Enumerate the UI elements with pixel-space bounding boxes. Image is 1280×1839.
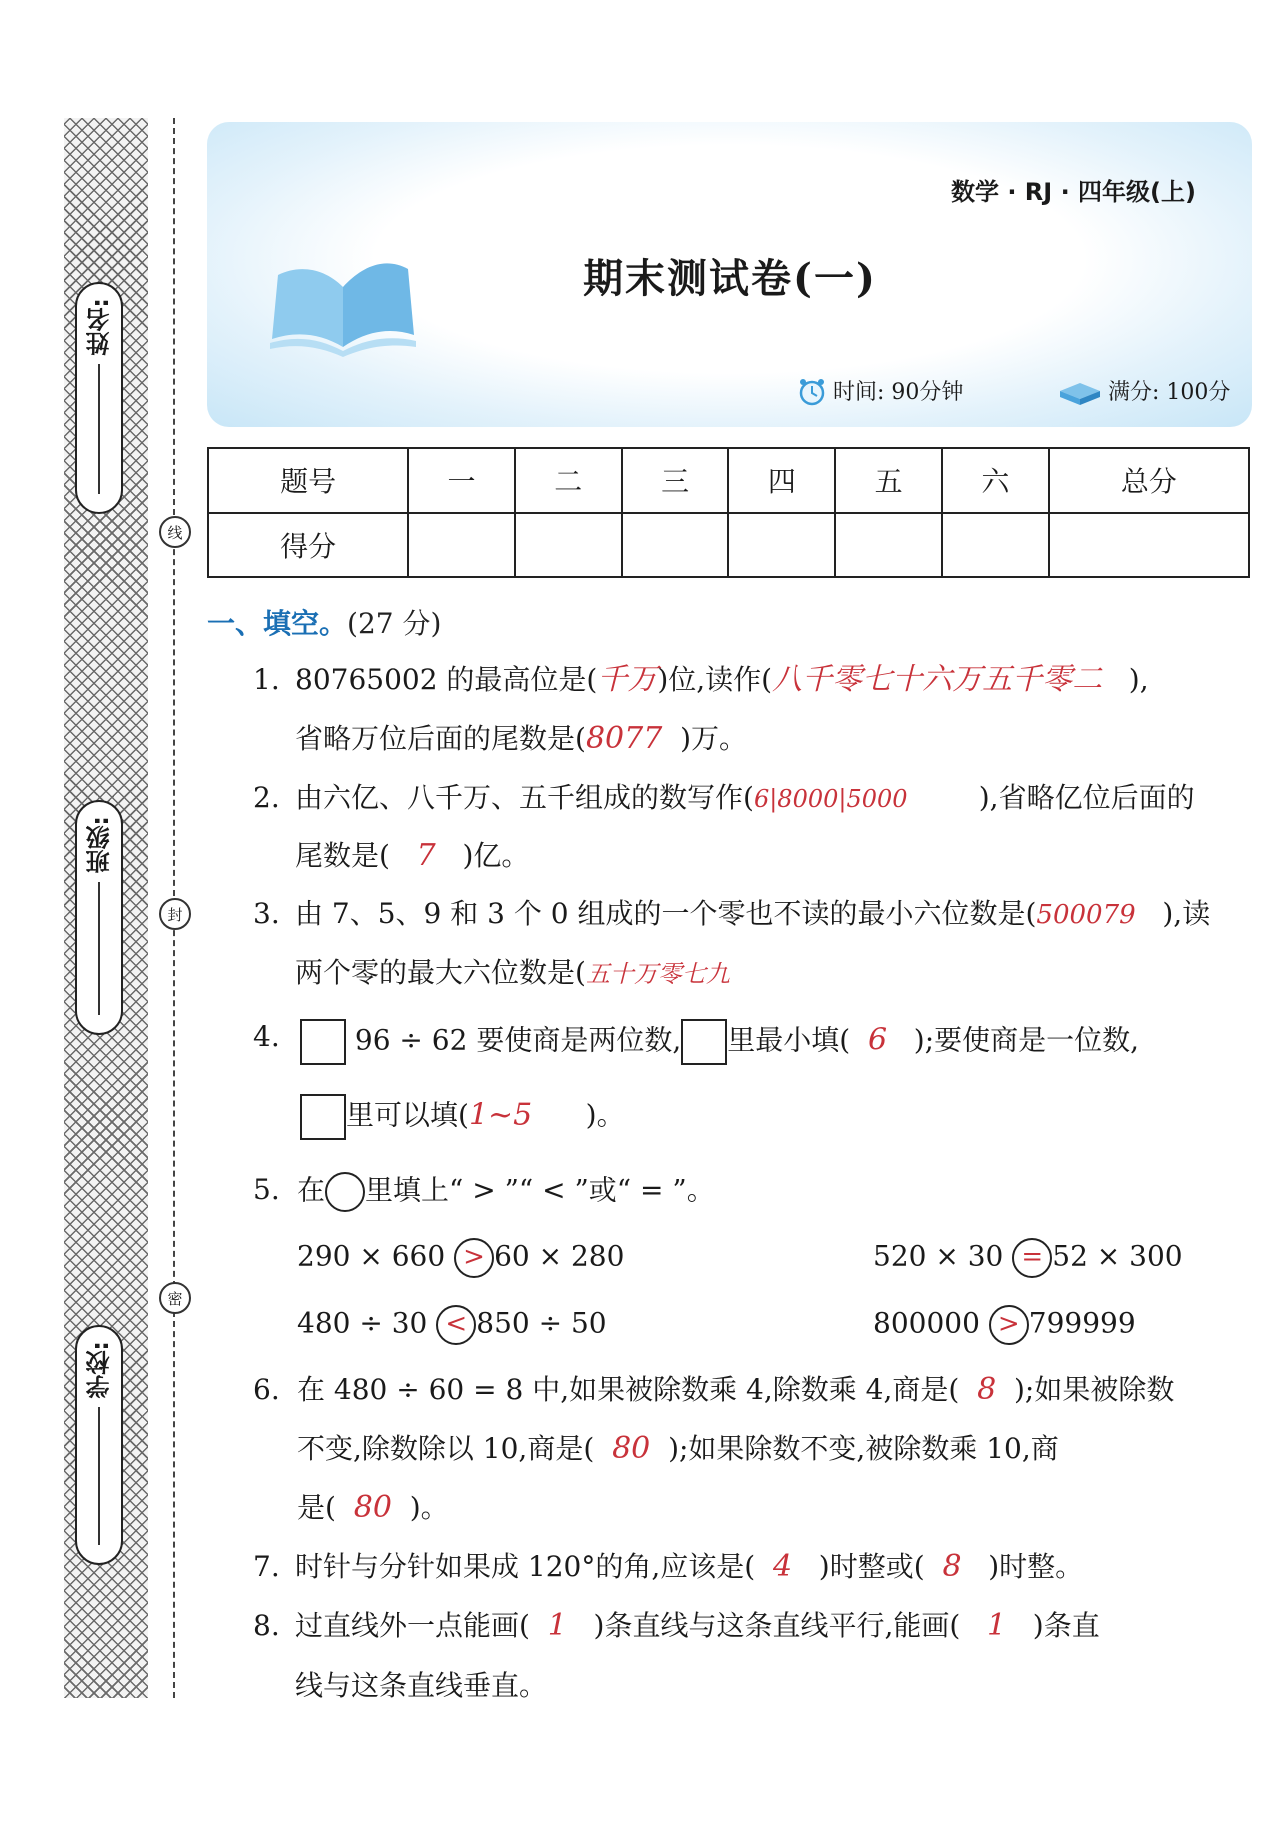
question-text: 在 里填上“ > ”“ < ”或“ = ”。 bbox=[297, 1172, 715, 1212]
question-number: 7. bbox=[253, 1550, 280, 1583]
answer-handwritten: 8 bbox=[942, 1549, 962, 1584]
score-cell[interactable] bbox=[728, 513, 835, 578]
question-text: 过直线外一点能画( 1 )条直线与这条直线平行,能画( 1 )条直 bbox=[295, 1608, 1100, 1643]
question-text: 省略万位后面的尾数是(8077 )万。 bbox=[295, 721, 748, 756]
score-header-cell: 四 bbox=[728, 448, 835, 513]
question-text: 由六亿、八千万、五千组成的数写作(6|8000|5000 ),省略亿位后面的 bbox=[295, 781, 1195, 814]
compare-circle[interactable]: = bbox=[1012, 1238, 1052, 1278]
compare-circle[interactable]: > bbox=[454, 1238, 494, 1278]
score-cell[interactable] bbox=[1049, 513, 1249, 578]
question-text: 不变,除数除以 10,商是( 80 );如果除数不变,被除数乘 10,商 bbox=[297, 1431, 1059, 1466]
answer-handwritten: 8077 bbox=[585, 721, 663, 756]
name-label: 姓名: bbox=[85, 298, 114, 356]
question-text: 线与这条直线垂直。 bbox=[295, 1669, 548, 1702]
question-number: 3. bbox=[253, 897, 280, 930]
question-text: 是( 80 )。 bbox=[297, 1490, 449, 1525]
answer-handwritten: 80 bbox=[353, 1490, 392, 1525]
page-title: 期末测试卷(一) bbox=[583, 255, 877, 302]
question-number: 8. bbox=[253, 1609, 280, 1642]
score-header-cell: 三 bbox=[622, 448, 729, 513]
book-icon bbox=[268, 247, 418, 357]
answer-handwritten: 7 bbox=[416, 838, 436, 873]
question-number: 5. bbox=[253, 1173, 280, 1206]
full-score-info bbox=[1058, 375, 1230, 406]
answer-handwritten: 6 bbox=[867, 1022, 888, 1058]
compare-circle[interactable]: < bbox=[436, 1305, 476, 1345]
question-text: 尾数是( 7 )亿。 bbox=[295, 838, 530, 873]
compare-circle[interactable] bbox=[325, 1172, 365, 1212]
compare-item: 520 × 30 = 52 × 300 bbox=[873, 1238, 1183, 1278]
answer-handwritten: 6|8000|5000 bbox=[753, 785, 908, 813]
score-header-cell: 二 bbox=[515, 448, 622, 513]
school-underline bbox=[98, 1407, 100, 1545]
compare-item: 290 × 660 > 60 × 280 bbox=[297, 1238, 624, 1278]
answer-handwritten: 五十万零七九 bbox=[585, 960, 730, 988]
score-header-cell: 题号 bbox=[208, 448, 408, 513]
question-text: 80765002 的最高位是(千万)位,读作(八千零七十六万五千零二 ), bbox=[295, 662, 1149, 697]
compare-item: 800000 > 799999 bbox=[873, 1305, 1136, 1345]
compare-item: 480 ÷ 30 < 850 ÷ 50 bbox=[297, 1305, 607, 1345]
answer-handwritten: 500079 bbox=[1036, 900, 1136, 930]
class-label: 班级: bbox=[85, 816, 114, 874]
question-number: 1. bbox=[253, 663, 280, 696]
school-field[interactable] bbox=[75, 1325, 123, 1565]
compare-circle[interactable]: > bbox=[989, 1305, 1029, 1345]
score-cell[interactable] bbox=[942, 513, 1049, 578]
score-cell[interactable] bbox=[622, 513, 729, 578]
book-stack-icon bbox=[1058, 377, 1102, 405]
cut-mark-line: 线 bbox=[159, 516, 191, 548]
question-number: 2. bbox=[253, 781, 280, 814]
answer-handwritten: 1 bbox=[987, 1608, 1007, 1643]
class-underline bbox=[98, 882, 100, 1015]
question-text: 在 480 ÷ 60 = 8 中,如果被除数乘 4,除数乘 4,商是( 8 );如果被除数 bbox=[297, 1372, 1175, 1407]
score-header-cell: 五 bbox=[835, 448, 942, 513]
question-number: 4. bbox=[253, 1020, 280, 1053]
question-text: 由 7、5、9 和 3 个 0 组成的一个零也不读的最小六位数是(500079 ),读 bbox=[295, 897, 1211, 930]
answer-handwritten: 4 bbox=[772, 1549, 793, 1584]
score-header-cell: 总分 bbox=[1049, 448, 1249, 513]
score-table bbox=[207, 447, 1250, 578]
score-header-row bbox=[208, 448, 1249, 513]
time-text: 时间: 90分钟 bbox=[833, 380, 964, 405]
section-heading bbox=[207, 602, 441, 642]
score-header-cell: 六 bbox=[942, 448, 1049, 513]
section-title: 一、填空。 bbox=[207, 607, 348, 640]
school-label: 学校: bbox=[85, 1341, 114, 1399]
section-points: (27 分) bbox=[347, 607, 442, 640]
question-text: 时针与分针如果成 120°的角,应该是( 4 )时整或( 8 )时整。 bbox=[295, 1549, 1084, 1584]
question-text: 里可以填(1~5 )。 bbox=[300, 1094, 625, 1140]
name-underline bbox=[98, 364, 100, 494]
subject-label: 数学 · RJ · 四年级(上) bbox=[950, 178, 1196, 206]
answer-handwritten: 8 bbox=[977, 1372, 997, 1407]
class-field[interactable] bbox=[75, 800, 123, 1035]
answer-handwritten: 1~5 bbox=[468, 1097, 533, 1133]
question-text: 96 ÷ 62 要使商是两位数, 里最小填( 6 );要使商是一位数, bbox=[300, 1019, 1139, 1065]
score-row bbox=[208, 513, 1249, 578]
answer-handwritten: 千万 bbox=[597, 662, 658, 697]
answer-handwritten: 1 bbox=[547, 1608, 567, 1643]
cut-mark-secret: 密 bbox=[159, 1282, 191, 1314]
full-score-text: 满分: 100分 bbox=[1108, 380, 1231, 405]
question-text: 两个零的最大六位数是(五十万零七九 bbox=[295, 956, 730, 989]
score-cell[interactable] bbox=[408, 513, 515, 578]
answer-handwritten: 80 bbox=[612, 1431, 651, 1466]
score-header-cell: 一 bbox=[408, 448, 515, 513]
blank-box[interactable] bbox=[681, 1019, 727, 1065]
blank-box[interactable] bbox=[300, 1019, 346, 1065]
cut-mark-seal: 封 bbox=[159, 898, 191, 930]
score-cell[interactable] bbox=[835, 513, 942, 578]
time-info bbox=[797, 375, 963, 406]
alarm-clock-icon bbox=[797, 376, 827, 406]
blank-box[interactable] bbox=[300, 1094, 346, 1140]
score-cell[interactable] bbox=[515, 513, 622, 578]
score-row-label: 得分 bbox=[208, 513, 408, 578]
name-field[interactable] bbox=[75, 282, 123, 514]
answer-handwritten: 八千零七十六万五千零二 bbox=[772, 662, 1103, 697]
question-number: 6. bbox=[253, 1373, 280, 1406]
